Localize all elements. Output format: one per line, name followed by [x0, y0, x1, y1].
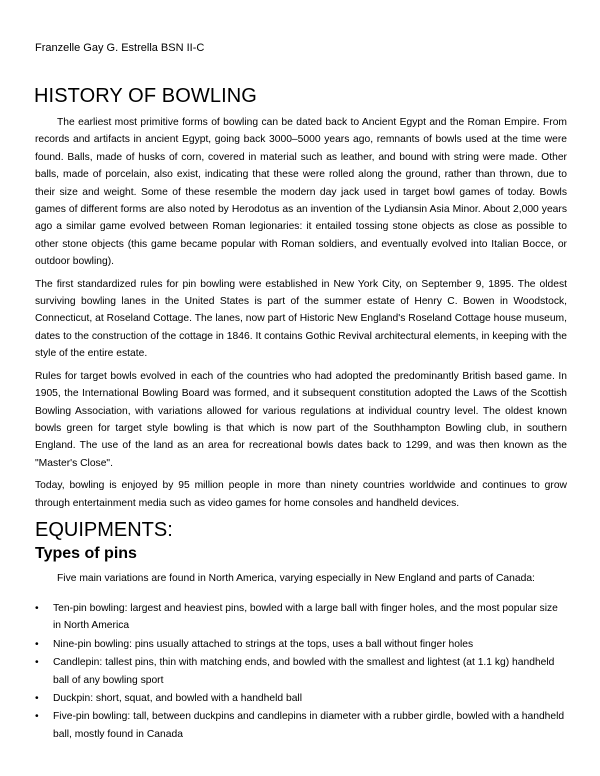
pin-desc: : tall, between duckpins and candlepins in diameter with a rubber girdle, bowled with a handheld ball, mostly found in Canada — [53, 711, 565, 740]
bullet-icon: • — [35, 693, 39, 705]
page-title: HISTORY OF BOWLING — [34, 85, 257, 107]
pin-desc: : largest and heaviest pins, bowled with a large ball with finger holes, and the most popular size in North America — [53, 603, 558, 632]
paragraph-target-bowls: Rules for target bowls evolved in each of the countries who had adopted the predominantly British based game. In 1905, the International Bowling Board was formed, and it subsequent constitution adopted the Laws of the Scottish Bowling Association, with variations allowed for various regulations at individual country level. The oldest known bowls green for target style bowling is that which is now part of the Southhampton Bowling club, in southern England. The use of the land as an area for recreational bowls dates back to 1299, and was then known as the "Master's Close". — [35, 370, 567, 469]
author-line: Franzelle Gay G. Estrella BSN II-C — [35, 42, 205, 54]
bullet-icon: • — [35, 638, 39, 650]
list-item — [35, 654, 567, 689]
pin-name: Ten-pin bowling — [53, 603, 125, 614]
paragraph-standard-rules: The first standardized rules for pin bowling were established in New York City, on September 9, 1895. The oldest surviving bowling lanes in the United States is part of the summer estate of Henry C. Bowen in Woodstock, Connecticut, at Roseland Cottage. The lanes, now part of Historic New England's Roseland Cottage house museum, dates to the construction of the cottage in 1846. It contains Gothic Revival architectural elements, in keeping with the style of the entire estate. — [35, 278, 567, 360]
pin-name: Nine-pin bowling — [53, 638, 130, 650]
pin-desc: : tallest pins, thin with matching ends, and bowled with the smallest and lightest (at 1.1 kg) handheld ball of any bowling sport — [53, 657, 555, 686]
paragraph-origins: The earliest most primitive forms of bowling can be dated back to Ancient Egypt and the Roman Empire. From records and artifacts in ancient Egypt, going back 3000–5000 years ago, remnants of bowls used at the time were found. Balls, made of husks of corn, covered in material such as leather, and bound with string were made. Other balls, made of porcelain, also exist, indicating that these were rolled along the ground, rather than thrown, due to their size and weight. Some of these resemble the modern day jack used in target bowl games of today. Bowls games of different forms are also noted by Herodotus as an invention of the Lydiansin Asia Minor. About 2,000 years ago a similar game evolved between Roman legionaries: it entailed tossing stone objects as close as possible to other stone objects (this game became popular with Roman soldiers, and eventually evolved into Italian Bocce, or outdoor bowling). — [35, 117, 567, 268]
list-item — [35, 600, 567, 635]
bullet-icon: • — [35, 711, 39, 723]
pin-name: Duckpin — [53, 693, 91, 705]
list-item — [35, 690, 567, 707]
pins-intro: Five main variations are found in North America, varying especially in New England and parts of Canada: — [57, 573, 535, 584]
history-body — [35, 114, 567, 517]
pin-name: Candlepin — [53, 657, 100, 669]
pins-heading: Types of pins — [35, 545, 137, 562]
paragraph-today: Today, bowling is enjoyed by 95 million people in more than ninety countries worldwide and continues to grow through entertainment media such as video games for home consoles and handheld devices. — [35, 480, 567, 509]
list-item — [35, 708, 567, 743]
pin-desc: : pins usually attached to strings at the tops, uses a ball without finger holes — [129, 638, 474, 650]
pin-types-list — [35, 600, 567, 744]
list-item — [35, 636, 567, 653]
pin-name: Five-pin bowling — [53, 711, 128, 723]
pin-desc: : short, squat, and bowled with a handheld ball — [90, 693, 303, 705]
equipments-heading: EQUIPMENTS: — [35, 519, 173, 541]
bullet-icon: • — [35, 603, 39, 614]
bullet-icon: • — [35, 657, 39, 669]
